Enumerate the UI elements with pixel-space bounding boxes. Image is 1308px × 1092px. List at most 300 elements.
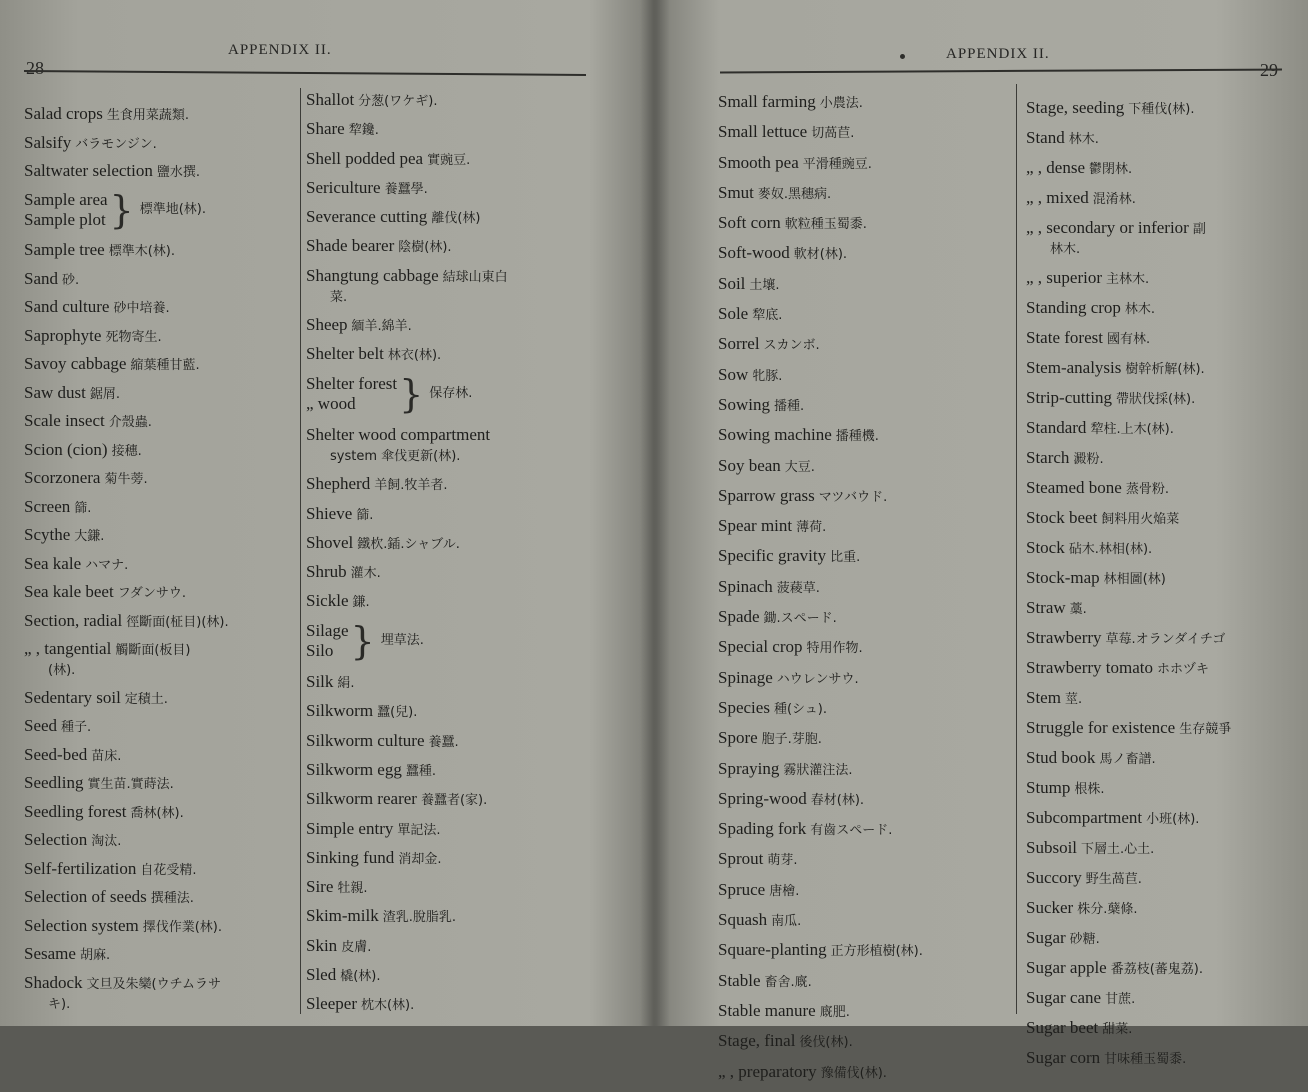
entry-translation: 實豌豆. [427,152,471,168]
entry-term: „ , preparatory [718,1061,817,1081]
entry-term: Sea kale beet [24,582,114,601]
glossary-entry [718,940,1010,962]
glossary-entry [718,304,1010,326]
entry-translation: 飼料用火焔菜 [1101,512,1180,527]
entry-translation: ホホヅキ [1157,662,1210,677]
glossary-entry [718,213,1010,235]
entry-term: Sample plot [24,209,106,229]
glossary-entry [24,497,296,519]
entry-translation: 播種. [773,398,805,414]
glossary-entry [24,973,296,1015]
glossary-entry [1026,298,1302,320]
entry-term: Straw [1026,598,1066,617]
glossary-entry [24,830,296,852]
entry-term: Sparrow grass [718,485,815,505]
glossary-entry [24,161,296,183]
entry-continuation: 林木. [1050,242,1081,257]
entry-term: Self-fertilization [24,858,137,878]
entry-term: Salad crops [24,104,103,123]
entry-translation: 鬱閉林. [1089,162,1133,177]
glossary-entry [306,906,606,928]
entry-translation: 砂中培養. [113,301,170,316]
entry-term: Stock [1026,538,1065,557]
entry-term: Savoy cabbage [24,354,127,373]
entry-translation: 縮葉種甘藍. [130,358,200,373]
entry-translation: 分葱(ワケギ). [358,94,438,109]
glossary-entry [24,187,296,232]
entry-term: Saprophyte [24,325,102,345]
entry-term: Soy bean [718,455,781,475]
glossary-entry [718,607,1010,629]
entry-term: Shade bearer [306,236,395,256]
entry-term: Shelter forest [306,373,398,393]
glossary-entry [1026,688,1302,710]
glossary-entry [306,266,606,308]
header-rule [720,69,1282,74]
glossary-entry [24,802,296,824]
entry-translation: 澱粉. [1073,452,1104,467]
glossary-entry [718,819,1010,841]
entry-translation: 副 [1192,222,1206,237]
entry-translation: 渣乳.脫脂乳. [382,910,456,926]
glossary-entry [718,698,1010,720]
glossary-entry [1026,778,1302,800]
entry-translation: 定積土. [124,691,168,707]
glossary-entry [306,371,606,416]
glossary-entry [1026,328,1302,350]
entry-translation: 薄荷. [796,520,827,536]
entry-translation: 平滑種豌豆. [802,156,872,172]
entry-term: Sow [718,364,749,384]
glossary-entry [1026,128,1302,150]
entry-term: Sericulture [306,177,381,197]
glossary-entry [718,880,1010,902]
entry-translation: 帶狀伐採(林). [1115,392,1196,407]
entry-continuation: 菜. [330,289,348,305]
entry-translation: 比重. [830,550,861,566]
entry-translation: 犂底. [752,308,783,324]
entry-translation: 草莓.オランダイチゴ [1105,632,1226,647]
entry-term: Selection [24,830,88,849]
glossary-entry [1026,538,1302,560]
glossary-entry [24,297,296,319]
entry-translation: 死物寄生. [105,329,162,345]
glossary-entry [1026,598,1302,620]
entry-term: Seed [24,716,58,735]
glossary-entry [24,554,296,576]
entry-term: Silkworm rearer [306,789,417,809]
entry-translation: 國有林. [1106,332,1151,347]
entry-translation: 軟粒種玉蜀黍. [784,217,867,233]
glossary-entry [306,207,606,229]
entry-translation: 馬ノ畜譜. [1099,752,1156,767]
glossary-entry [306,731,606,753]
entry-term: Stage, seeding [1026,98,1125,117]
glossary-entry [306,533,606,555]
entry-term: Spear mint [718,516,793,536]
glossary-entry [718,577,1010,599]
grouping-brace: } [350,618,375,663]
glossary-entry [306,591,606,613]
entry-term: Sand [24,268,58,288]
glossary-entry [718,92,1010,114]
entry-translation: 絹. [337,676,355,692]
entry-term: Share [306,119,345,139]
glossary-entry [306,877,606,899]
entry-term: Starch [1026,448,1070,467]
glossary-entry [306,618,606,663]
entry-translation: 介殼蟲. [108,415,152,430]
entry-term: Stem [1026,688,1061,707]
entry-translation: 擇伐作業(林). [142,919,223,935]
entry-term: Salsify [24,132,72,152]
entry-translation: 大鎌. [74,529,105,544]
glossary-entry [306,819,606,841]
entry-term: Small farming [718,92,816,111]
glossary-entry [718,425,1010,447]
glossary-entry [718,849,1010,871]
entry-term: Scion (cion) [24,439,108,459]
entry-term: „ , dense [1026,158,1086,177]
entry-term: Skim-milk [306,906,379,926]
glossary-entry [306,315,606,337]
glossary-entry [1026,1018,1302,1040]
entry-translation: 養蠶學. [384,181,428,197]
entry-translation: 下種伐(林). [1128,102,1195,117]
entry-term: Sea kale [24,553,82,573]
entry-term: Sleeper [306,994,357,1014]
glossary-entry [718,1062,1010,1084]
entry-term: Subcompartment [1026,808,1143,827]
glossary-entry [24,688,296,710]
entry-term: Saw dust [24,382,86,402]
glossary-entry [1026,928,1302,950]
glossary-entry [718,910,1010,932]
entry-translation: ハウレンサウ. [776,671,859,687]
entry-term: Species [718,697,770,717]
entry-term: Selection of seeds [24,887,147,906]
entry-translation: 徑斷面(柾目)(林). [126,614,229,630]
glossary-entry [24,133,296,155]
entry-term: Stage, final [718,1031,796,1051]
glossary-entry [1026,218,1302,260]
entry-term: Section, radial [24,610,123,630]
glossary-entry [24,525,296,547]
glossary-entry [718,728,1010,750]
glossary-entry [718,395,1010,417]
entry-translation: 撰種法. [150,891,194,906]
glossary-entry [306,178,606,200]
entry-term: Sugar corn [1026,1048,1101,1067]
glossary-entry [24,639,296,681]
glossary-entry [306,344,606,366]
entry-term: Standard [1026,418,1087,437]
glossary-entry [1026,1048,1302,1070]
glossary-entry [306,701,606,723]
entry-translation: フダンサウ. [117,586,187,601]
entry-translation: 灌木. [350,566,381,582]
entry-translation: 單記法. [397,822,441,838]
entry-translation: 牝豚. [752,368,783,384]
entry-translation: 軟材(林). [793,247,848,263]
glossary-entry [1026,988,1302,1010]
entry-translation: 土壤. [749,277,780,293]
entry-translation: 標準木(林). [108,244,175,259]
entry-term: Sucker [1026,898,1074,917]
entry-translation: 保存林. [429,385,473,401]
glossary-entry [718,122,1010,144]
entry-term: Sedentary soil [24,687,121,707]
entry-term: Silk [306,672,334,692]
entry-term: Stable [718,970,761,990]
glossary-entry [1026,658,1302,680]
entry-term: Stock beet [1026,508,1098,527]
entry-translation: 文旦及朱欒(ウチムラサ [86,976,221,992]
entry-term: Stud book [1026,748,1096,767]
entry-term: Square-planting [718,940,827,960]
glossary-entry [1026,628,1302,650]
entry-translation: 畜舍.廐. [764,974,812,990]
glossary-entry [306,672,606,694]
entry-translation: 胡麻. [79,948,111,963]
entry-translation: 淘汰. [91,834,122,849]
entry-translation: 甘味種玉蜀黍. [1104,1052,1187,1067]
entry-translation: 春材(林). [810,792,865,808]
glossary-entry [306,789,606,811]
entry-term: Sickle [306,591,349,611]
left-page [0,0,640,1026]
entry-translation: 皮膚. [341,939,372,955]
entry-translation: 鋤.スペード. [763,611,837,627]
entry-translation: 生食用菜蔬類. [106,108,189,123]
entry-term: Struggle for existence [1026,718,1176,737]
entry-term: Stable manure [718,1000,816,1020]
glossary-entry [306,474,606,496]
glossary-entry [306,760,606,782]
entry-term: Sheep [306,315,348,335]
entry-term: Silage [306,620,349,640]
entry-term: Spinach [718,576,773,596]
entries-column-1 [718,92,1010,1092]
entry-translation: 消却金. [398,851,442,867]
glossary-entry [306,994,606,1016]
entry-translation: 陰樹(林). [398,240,452,256]
entry-term: Screen [24,496,71,516]
entry-translation: 養蠶. [428,734,459,750]
entry-term: Sowing [718,394,770,414]
entry-translation: 株分.蘖條. [1077,902,1138,917]
entry-translation: 正方形植樹(林). [830,944,923,960]
glossary-entry [718,243,1010,265]
entry-term: Squash [718,910,768,930]
glossary-entry [24,326,296,348]
glossary-entry [1026,98,1302,120]
glossary-entry [1026,748,1302,770]
entry-translation: バラモンジン. [75,136,157,152]
entry-translation: 埋草法. [380,632,424,648]
entry-translation: 混淆林. [1092,192,1136,207]
entry-term: Silkworm egg [306,759,402,779]
entries-column-2 [1026,98,1302,1078]
column-divider [1016,84,1017,1014]
entry-term: Spinage [718,667,773,687]
entry-term: Shovel [306,532,354,552]
entry-term: Stock-map [1026,568,1100,587]
entry-term: Shell podded pea [306,148,424,168]
entry-term: Subsoil [1026,838,1078,857]
glossary-entry [718,274,1010,296]
running-header: APPENDIX II. [228,42,332,58]
entry-term: Sample tree [24,240,105,259]
entry-term: Specific gravity [718,546,827,566]
entry-term: Soft corn [718,213,781,233]
entries-column-2 [306,90,606,1024]
entry-translation: 林木. [1124,302,1156,317]
entry-translation: 犂柱.上木(林). [1090,422,1174,437]
entry-translation: スカンボ. [763,338,820,354]
glossary-entry [24,240,296,262]
glossary-entry [718,486,1010,508]
entry-translation: 番荔枝(蕃鬼荔). [1110,962,1204,977]
entry-term: Silo [306,640,334,660]
entry-term: Sand culture [24,297,110,316]
entry-term: Strip-cutting [1026,388,1112,407]
entry-term: Sample area [24,189,108,209]
glossary-entry [718,668,1010,690]
glossary-entry [1026,418,1302,440]
glossary-entry [1026,158,1302,180]
entry-translation: 蒸骨粉. [1125,482,1169,497]
entry-translation: 大豆. [784,459,815,475]
entry-term: Soft-wood [718,243,790,263]
glossary-entry [1026,508,1302,530]
entry-translation: 菊牛蒡. [104,472,148,487]
entry-term: Sugar [1026,928,1066,947]
glossary-entry [306,504,606,526]
entry-term: Sugar cane [1026,988,1102,1007]
entry-term: Simple entry [306,818,394,838]
entry-term: Stand [1026,128,1065,147]
glossary-entry [718,759,1010,781]
entry-term: Shangtung cabbage [306,265,439,285]
entry-translation: 犂鑱. [348,123,379,139]
entry-translation: 林衣(林). [387,348,442,364]
entry-translation: 篩. [74,500,92,516]
entry-term: Severance cutting [306,207,428,227]
glossary-entry [1026,388,1302,410]
entry-translation: 蠶種. [405,763,436,779]
entry-translation: 後伐(林). [799,1035,853,1051]
entry-term: Selection system [24,915,139,935]
entry-translation: 南瓜. [771,914,802,930]
entry-translation: 萌芽. [767,853,798,869]
glossary-entry [718,183,1010,205]
entry-term: Spore [718,728,758,748]
entry-term: Sorrel [718,334,760,354]
header-dot [900,54,905,59]
entry-translation: 根株. [1074,782,1105,797]
glossary-entry [1026,958,1302,980]
entry-term: Smooth pea [718,152,799,172]
entry-translation: 自花受精. [140,862,197,878]
entry-translation: 標準地(林). [139,201,207,217]
entry-translation: 枕木(林). [360,998,415,1014]
entry-term: Spading fork [718,819,807,839]
entry-translation: 蠶(兒). [377,705,418,721]
glossary-entry [306,848,606,870]
glossary-entry [1026,268,1302,290]
entry-term: Silkworm [306,701,374,721]
entry-translation: 野生萵苣. [1085,872,1142,887]
entry-continuation: (林). [48,663,76,678]
glossary-entry [1026,478,1302,500]
entry-term: „ , superior [1026,268,1103,287]
glossary-entry [24,383,296,405]
entry-term: Scorzonera [24,468,101,487]
glossary-entry [1026,188,1302,210]
entry-term: Sugar beet [1026,1018,1099,1037]
entry-translation: 甘蔗. [1105,992,1136,1007]
entry-translation: 唐檜. [769,883,800,899]
entry-term: Scythe [24,525,71,544]
entry-term: Seed-bed [24,744,88,764]
entry-translation: 豫備伐(林). [820,1065,887,1081]
entry-term: „ , mixed [1026,188,1089,207]
entry-term: Silkworm culture [306,730,425,750]
entry-term: Special crop [718,637,803,657]
glossary-entry [1026,718,1302,740]
glossary-entry [718,153,1010,175]
glossary-entry [718,1001,1010,1023]
entry-translation: 實生苗.實蒔法. [87,777,174,792]
entry-translation: 廐肥. [819,1004,850,1020]
glossary-entry [1026,868,1302,890]
glossary-entry [24,611,296,633]
entry-term: Sowing machine [718,425,832,445]
entry-term: Sprout [718,849,764,869]
entry-term: Seedling forest [24,801,127,821]
glossary-entry [718,334,1010,356]
entry-translation: 樹幹析解(林). [1125,362,1205,377]
entry-translation: 胞子.芽胞. [761,732,822,748]
entry-translation: 種子. [61,720,92,735]
entry-term: „ wood [306,393,356,413]
entry-translation: 離伐(林) [431,211,481,227]
entry-term: Stump [1026,778,1071,797]
glossary-entry [306,90,606,112]
glossary-entry [718,365,1010,387]
glossary-entry [1026,448,1302,470]
glossary-entry [24,582,296,604]
glossary-entry [24,354,296,376]
entry-translation: 林木. [1068,132,1099,147]
glossary-entry [1026,808,1302,830]
entry-continuation: system 傘伐更新(林). [330,448,461,464]
entry-term: Shepherd [306,474,371,494]
entry-term: Standing crop [1026,298,1121,317]
entry-term: Shadock [24,972,83,992]
glossary-entry [718,637,1010,659]
glossary-entry [718,456,1010,478]
entry-term: Stem-analysis [1026,358,1122,377]
entry-translation: 藁. [1069,602,1087,617]
entry-translation: 甜菜. [1102,1022,1133,1037]
running-header: APPENDIX II. [946,46,1050,62]
glossary-entry [24,468,296,490]
entry-translation: 莖. [1064,692,1083,707]
glossary-entry [306,119,606,141]
entry-term: Strawberry tomato [1026,658,1153,677]
